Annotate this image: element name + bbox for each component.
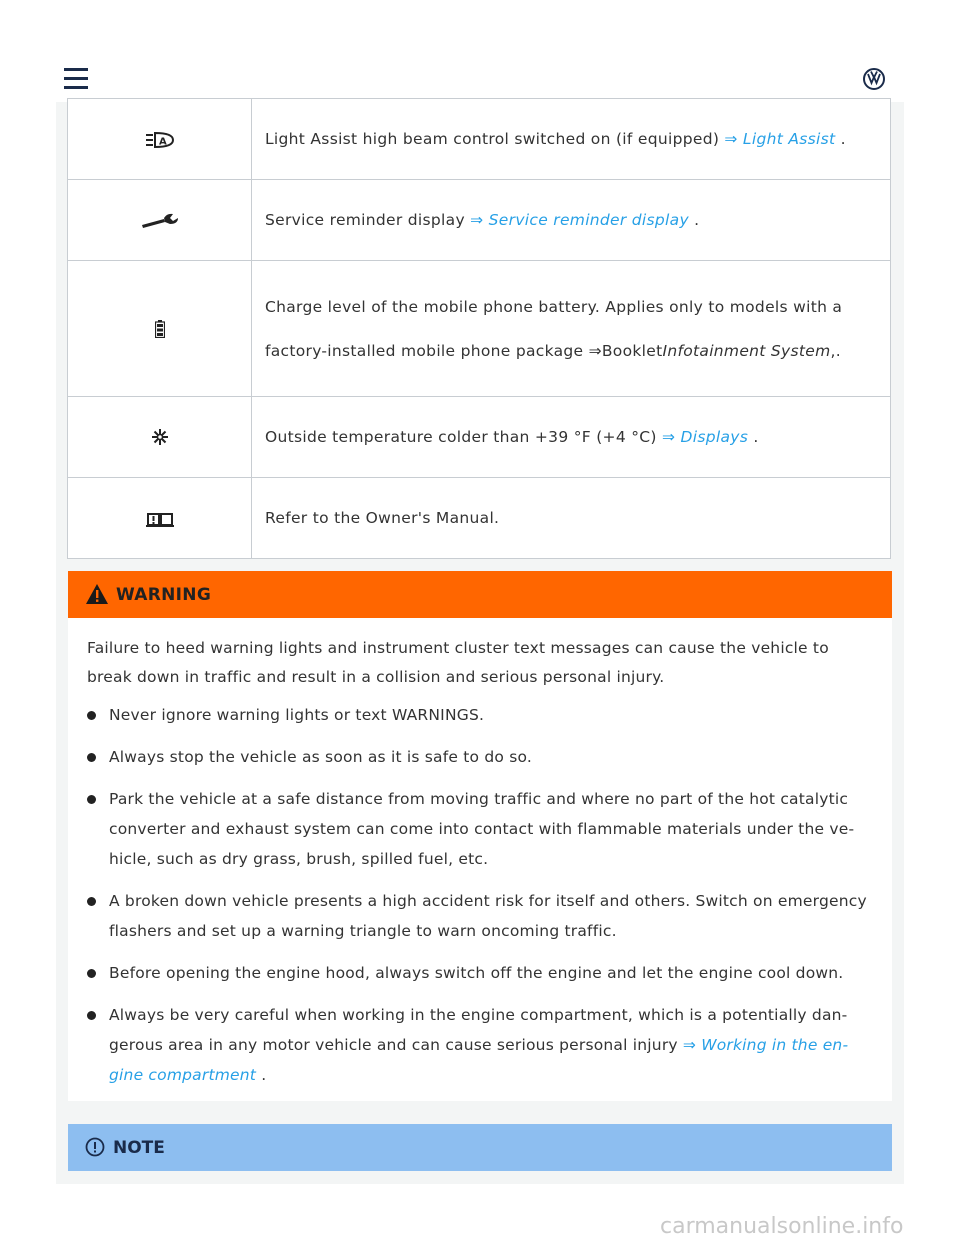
warning-body xyxy=(68,618,892,1090)
table-cell-text: Service reminder display ⇒ Service reminder display . xyxy=(252,180,891,261)
row-text: Refer to the Owner's Manual. xyxy=(265,509,500,527)
indicator-table xyxy=(67,98,891,559)
list-item: Always stop the vehicle as soon as it is safe to do so. xyxy=(87,742,873,772)
bullet-icon xyxy=(87,711,96,720)
table-row xyxy=(68,180,891,261)
table-row xyxy=(68,99,891,180)
service-reminder-link[interactable]: ⇒ Service reminder display xyxy=(470,211,689,229)
list-item: Before opening the engine hood, always switch off the engine and let the engine cool down. xyxy=(87,958,873,988)
row-text-line2: factory-installed mobile phone package ⇒Booklet xyxy=(265,341,663,360)
table-cell-text xyxy=(252,478,891,559)
bullet-icon xyxy=(87,1011,96,1020)
bullet-icon xyxy=(87,753,96,762)
list-item: A broken down vehicle presents a high accident risk for itself and others. Switch on emergency flashers and set up a warning triangle to warn oncoming traffic. xyxy=(87,886,873,946)
warning-triangle-icon xyxy=(85,583,109,605)
note-title: NOTE xyxy=(113,1138,165,1158)
bullet-icon xyxy=(87,795,96,804)
bullet-icon xyxy=(87,897,96,906)
note-exclamation-icon xyxy=(85,1137,105,1157)
engine-compartment-link[interactable]: ⇒ Working in the en-gine compartment xyxy=(109,1036,849,1084)
booklet-title: Infotainment System xyxy=(662,341,831,360)
list-item: Park the vehicle at a safe distance from moving traffic and where no part of the hot catalytic converter and exhaust system can come into contact with flammable materials under the ve-hicle, such as dry grass, brush, spilled fuel, etc. xyxy=(87,784,873,874)
row-text: Service reminder display xyxy=(265,211,471,229)
table-cell-text: Light Assist high beam control switched on (if equipped) ⇒ Light Assist . xyxy=(252,99,891,180)
wrench-service-icon xyxy=(140,213,180,229)
row-text-line1: Charge level of the mobile phone battery. Applies only to models with a xyxy=(265,297,843,316)
displays-link[interactable]: ⇒ Displays xyxy=(661,428,749,446)
list-item: Always be very careful when working in the engine compartment, which is a potentially dan-gerous area in any motor vehicle and can cause serious personal injury ⇒ Working in the en-gine compartment . xyxy=(87,1000,873,1090)
list-item: Never ignore warning lights or text WARNINGS. xyxy=(87,700,873,730)
warning-header xyxy=(68,571,892,618)
table-cell-text: Outside temperature colder than +39 °F (+4 °C) ⇒ Displays . xyxy=(252,397,891,478)
warning-list xyxy=(87,700,873,1090)
row-text: Outside temperature colder than +39 °F (+4 °C) xyxy=(265,428,662,446)
top-bar xyxy=(0,0,960,100)
svg-text:A: A xyxy=(158,136,167,147)
warning-box xyxy=(68,571,892,1101)
table-cell-text: Charge level of the mobile phone battery. Applies only to models with a factory-installed mobile phone package ⇒BookletInfotainment System,. xyxy=(252,261,891,397)
phone-battery-icon xyxy=(155,320,165,338)
vw-logo-icon[interactable] xyxy=(863,68,885,90)
hamburger-menu-icon[interactable] xyxy=(64,68,88,90)
owners-manual-book-icon xyxy=(146,511,174,527)
warning-title: WARNING xyxy=(116,585,212,605)
bullet-icon xyxy=(87,969,96,978)
note-box xyxy=(68,1124,892,1171)
snowflake-icon xyxy=(151,428,169,446)
table-row xyxy=(68,261,891,397)
light-assist-link[interactable]: ⇒ Light Assist xyxy=(724,130,836,148)
table-row xyxy=(68,397,891,478)
row-text: Light Assist high beam control switched on (if equipped) xyxy=(265,130,725,148)
warning-intro: Failure to heed warning lights and instrument cluster text messages can cause the vehicle to break down in traffic and result in a collision and serious personal injury. xyxy=(87,639,829,686)
light-assist-icon xyxy=(146,132,174,148)
watermark: carmanualsonline.info xyxy=(660,1214,904,1239)
table-row xyxy=(68,478,891,559)
